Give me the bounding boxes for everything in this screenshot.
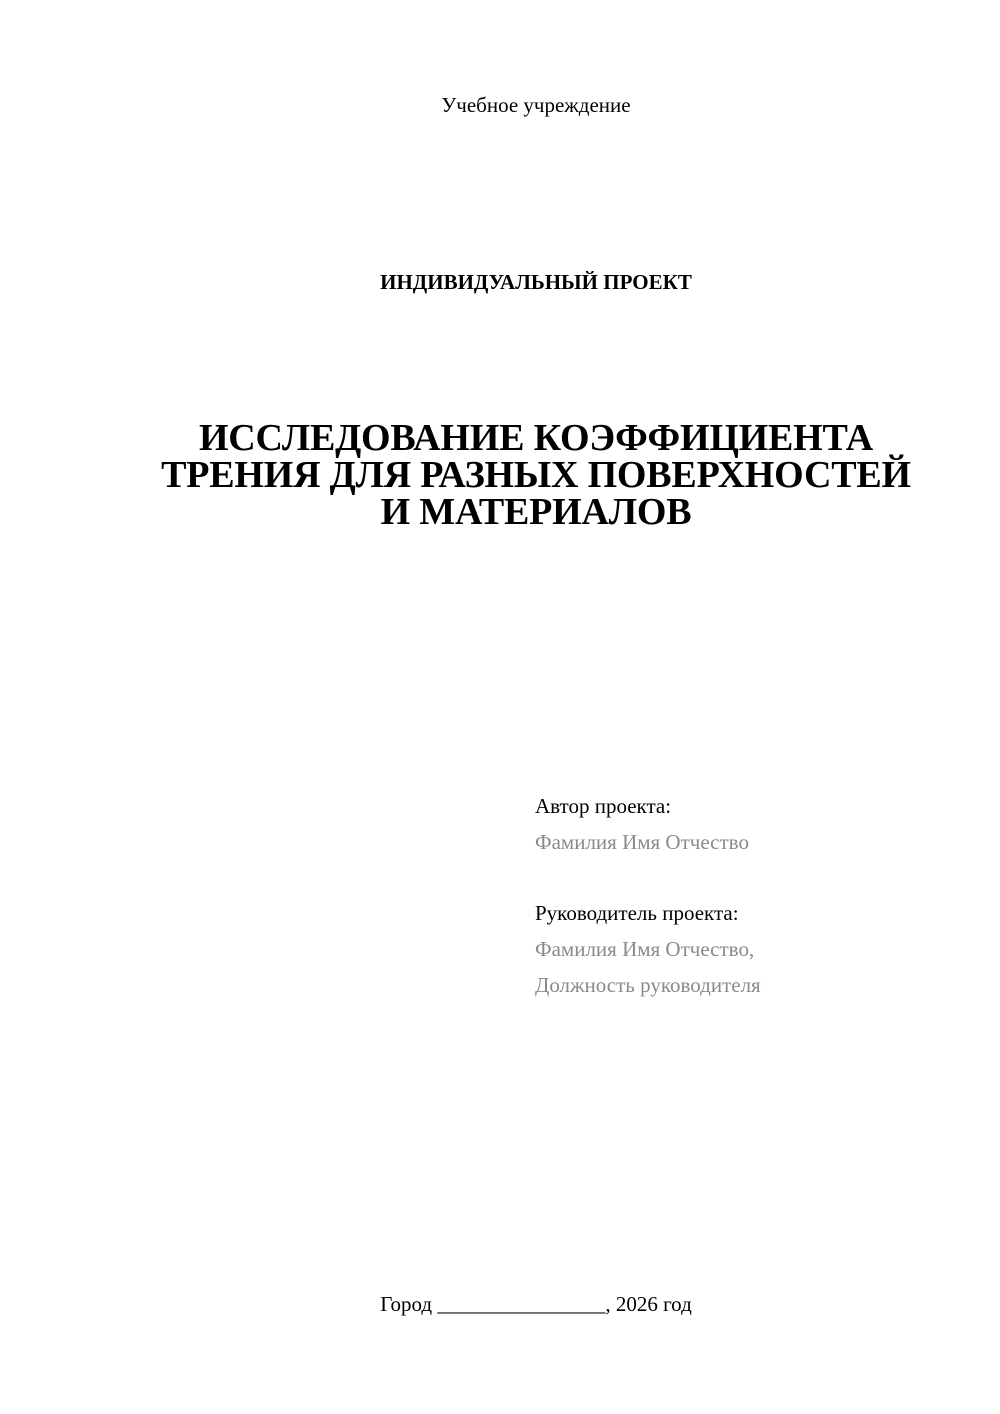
supervisor-label: Руководитель проекта: <box>535 901 739 925</box>
author-label: Автор проекта: <box>535 794 672 818</box>
project-title-line-2: ТРЕНИЯ ДЛЯ РАЗНЫХ ПОВЕРХНОСТЕЙ <box>161 454 911 496</box>
project-title-line-3: И МАТЕРИАЛОВ <box>380 491 692 533</box>
city-year-line: Город ________________, 2026 год <box>380 1292 692 1316</box>
project-type-heading: ИНДИВИДУАЛЬНЫЙ ПРОЕКТ <box>380 270 692 294</box>
supervisor-name: Фамилия Имя Отчество, <box>535 937 755 961</box>
supervisor-position: Должность руководителя <box>535 973 761 997</box>
supervisor-section <box>535 895 761 1003</box>
author-section <box>535 788 761 860</box>
institution-name: Учебное учреждение <box>441 93 631 117</box>
project-title <box>140 417 932 533</box>
section-spacer <box>535 860 761 895</box>
project-people-block <box>535 788 761 1003</box>
author-name: Фамилия Имя Отчество <box>535 830 749 854</box>
project-title-line-1: ИССЛЕДОВАНИЕ КОЭФФИЦИЕНТА <box>198 417 874 459</box>
